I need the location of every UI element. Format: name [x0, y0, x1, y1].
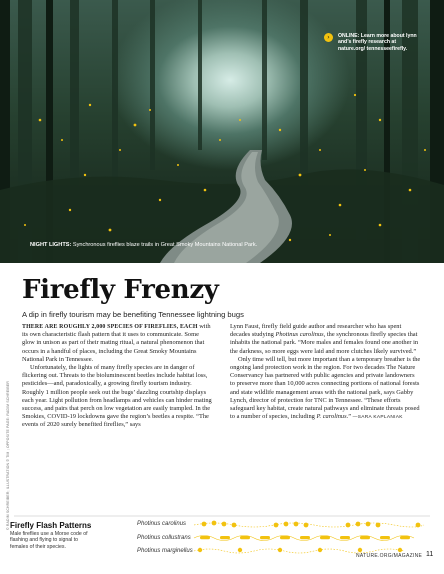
chevron-right-icon: ›	[324, 33, 333, 42]
species-label: Photinus collustrans	[137, 535, 191, 541]
species-label: Photinus marginellus	[137, 548, 193, 554]
photo-caption-online: ONLINE: Learn more about lynn and’s firefly research at nature.org/ tennesseefirefly.	[338, 33, 417, 52]
paragraph: THERE ARE ROUGHLY 2,000 SPECIES OF FIREFLIES, EACH with its own characteristic flash pattern that it uses to communicate. Some glow in unison as part of their mating ritual, a natural phenomenon that occurs in a handful of places, including the Great Smoky Mountains National Park in Tennessee.	[22, 323, 211, 363]
species-label: Photinus carolinus	[137, 521, 187, 527]
magazine-url: NATURE.ORG/MAGAZINE	[356, 553, 423, 559]
article-column-left	[22, 323, 213, 430]
paragraph: Only time will tell, but more important than a temporary breather is the ongoing land protection work in the region. For two decades The Nature Conservancy has partnered with public agencies and private landowners to preserve more than 10,000 acres connecting portions of national forests and state wildlife management areas with the national park, says Gabby Lynch, director of protection for TNC in Tennessee. “These efforts safeguard key habitat, create natural pathways and eliminate threats posed to a number of species, including P. carolinus.” —SARA KAPLANIAK	[230, 355, 421, 421]
flash-patterns-description: Male fireflies use a Morse code of flashing and flying to signal to females of their species.	[10, 531, 88, 550]
article-title: Firefly Frenzy	[22, 275, 219, 305]
flash-patterns-title: Firefly Flash Patterns	[10, 521, 92, 530]
photo-credit: © RADIM SCHREIBER; ILLUSTRATION © TIM ; OPPOSITE PAGE: RADIM SCHREIBER	[6, 381, 10, 530]
author-signature: —SARA KAPLANIAK	[352, 415, 403, 421]
article-column-right	[230, 323, 421, 422]
page-number: 11	[426, 551, 434, 558]
paragraph: Unfortunately, the lights of many firefly species are in danger of flickering out. Threats to the bioluminescent beetles include habitat loss, pesticides—and, paradoxically, a growing firefly tourism industry. Roughly 1 million people seek out the bugs’ dazzling courtship displays each year. Light pollution from headlamps and vehicles can hinder mating success, and pairs that perch on low vegetation are easily trampled. In the Smokies, COVID-19 lockdowns gave the region’s beetles a respite. “The events of 2020 surely benefited fireflies,” says	[22, 364, 212, 429]
paragraph: Lynn Faust, firefly field guide author and researcher who has spent decades studying Photinus carolinus, the synchronous firefly species that inhabits the national park. “More males and females found one another in the darkness, so more eggs were laid and more clutches likely survived.”	[230, 323, 419, 355]
photo-caption: NIGHT LIGHTS: Synchronous fireflies blaze trails in Great Smoky Mountains National Park.	[30, 242, 258, 248]
article-dek: A dip in firefly tourism may be benefiting Tennessee lightning bugs	[22, 310, 244, 319]
firefly-forest-photo	[0, 0, 444, 263]
